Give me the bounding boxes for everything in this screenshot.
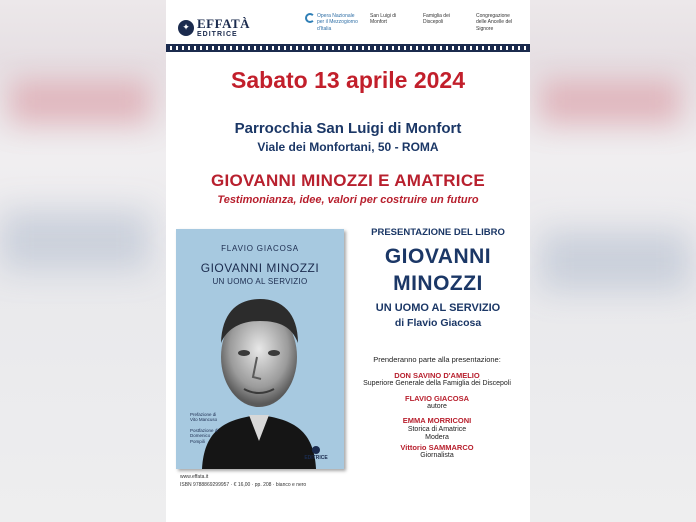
book-author: FLAVIO GIACOSA <box>221 244 299 253</box>
speaker-role: Superiore Generale della Famiglia dei Discepoli <box>363 380 511 388</box>
partner-logos <box>305 13 520 32</box>
event-title: GIOVANNI MINOZZI E AMATRICE <box>210 171 486 190</box>
opera-logo-icon <box>305 13 315 23</box>
background-blur-right <box>530 0 696 522</box>
presentation-label: PRESENTAZIONE DEL LIBRO <box>371 227 505 238</box>
publisher-logo <box>178 17 250 38</box>
partner-famiglia: Famiglia dei Discepoli <box>423 13 450 26</box>
moderator-label: Modera <box>425 434 449 442</box>
speaker-name: EMMA MORRICONI <box>402 416 472 426</box>
book-postface: Postfazione di Domenico Pompili <box>190 428 219 444</box>
publisher-name: EFFATÀ <box>197 16 251 31</box>
blur-decoration <box>10 80 150 124</box>
publisher-emblem-icon <box>312 446 320 454</box>
publisher-emblem-icon: ✦ <box>178 20 194 36</box>
blur-decoration <box>540 230 690 290</box>
event-poster <box>166 0 530 522</box>
presentation-byline: di Flavio Giacosa <box>394 316 482 329</box>
presentation-title: GIOVANNI MINOZZI <box>384 245 492 295</box>
speakers-intro: Prenderanno parte alla presentazione: <box>373 355 501 364</box>
partner-congregazione: Congregazione delle Ancelle del Signore <box>476 13 513 32</box>
presentation-block <box>352 227 524 329</box>
blur-decoration <box>0 210 150 270</box>
speaker-role: autore <box>427 402 447 410</box>
presentation-subtitle: UN UOMO AL SERVIZIO <box>375 301 501 314</box>
publisher-site: www.effata.it <box>180 474 209 480</box>
book-publisher-logo: EDITRICE <box>302 446 330 461</box>
moderator-name: Vittorio SAMMARCO <box>400 442 474 452</box>
book-title: GIOVANNI MINOZZI <box>200 261 320 275</box>
speakers-list <box>348 355 526 463</box>
venue-address: Viale dei Monfortani, 50 - ROMA <box>257 140 439 154</box>
partner-opera: Opera Nazionale per il Mezzogiorno d'Italia <box>305 13 361 32</box>
partner-san-luigi: San Luigi di Monfort <box>370 13 397 26</box>
book-preface: Prefazione di Vito Mancuso <box>190 412 218 423</box>
venue-name: Parrocchia San Luigi di Monfort <box>234 120 462 137</box>
speaker-name: DON SAVINO D'AMELIO <box>394 371 480 381</box>
event-date: Sabato 13 aprile 2024 <box>231 67 465 93</box>
speaker-name: FLAVIO GIACOSA <box>404 393 470 403</box>
blur-decoration <box>540 80 680 124</box>
event-subtitle: Testimonianza, idee, valori per costruire un futuro <box>217 194 479 206</box>
moderator-role: Giornalista <box>420 451 454 459</box>
book-cover <box>176 229 344 469</box>
book-isbn: ISBN 9788869299957 · € 16,00 · pp. 208 · bianco e nero <box>180 482 307 488</box>
speaker-role: Storica di Amatrice <box>407 425 467 433</box>
decorative-band <box>166 44 530 52</box>
publisher-subname: EDITRICE <box>197 31 238 38</box>
background-blur-left <box>0 0 166 522</box>
book-subtitle: UN UOMO AL SERVIZIO <box>212 277 308 286</box>
